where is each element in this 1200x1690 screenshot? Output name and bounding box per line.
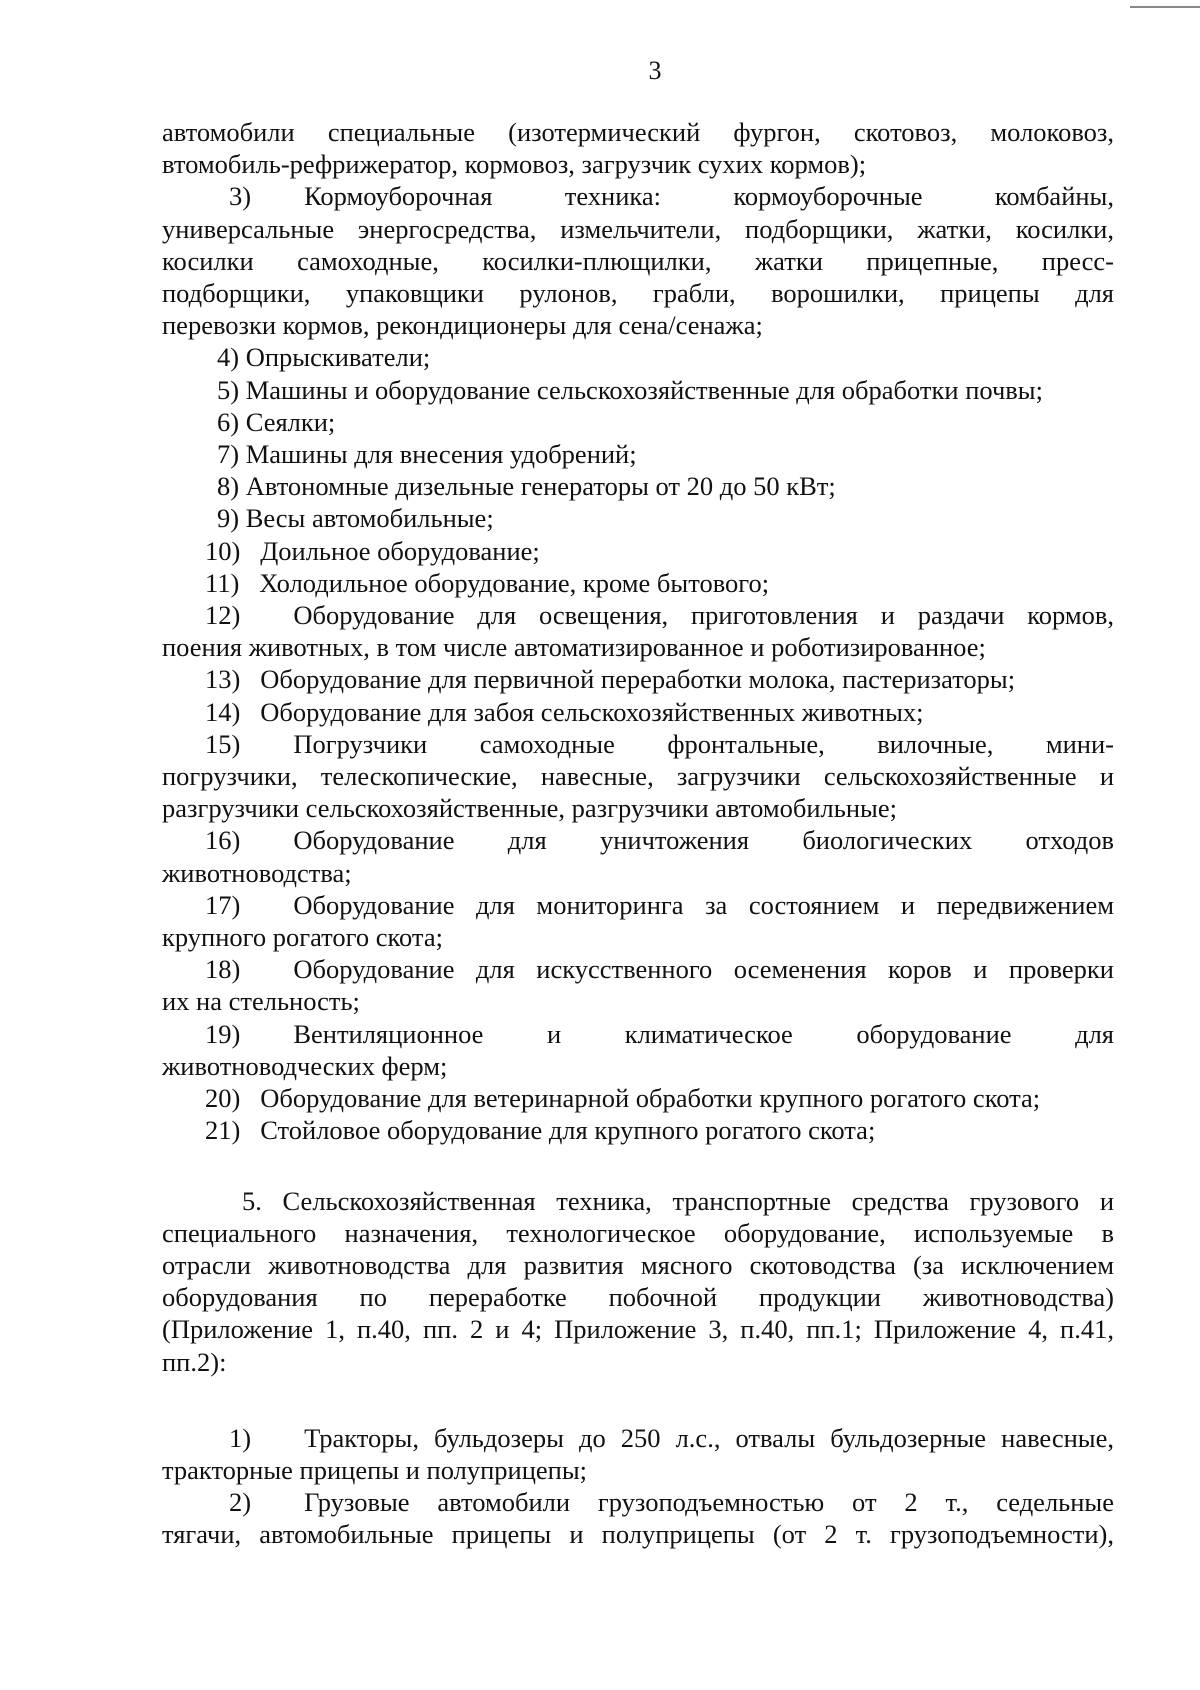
text-line: специального назначения, технологическое оборудование, используемые в <box>162 1217 1114 1248</box>
text-line: втомобиль-рефрижератор, кормовоз, загрузчик сухих кормов); <box>162 149 867 180</box>
list-item-7: 7) Машины для внесения удобрений; <box>217 439 637 470</box>
page-number: 3 <box>648 56 662 85</box>
list-item-9: 9) Весы автомобильные; <box>217 503 494 534</box>
text-line: косилки самоходные, косилки-плющилки, жатки прицепные, пресс- <box>162 245 1114 276</box>
text-line: разгрузчики сельскохозяйственные, разгрузчики автомобильные; <box>162 793 897 824</box>
list-item-11: 11) Холодильное оборудование, кроме бытового; <box>205 567 770 598</box>
list-item-20: 20) Оборудование для ветеринарной обработки крупного рогатого скота; <box>205 1083 1041 1114</box>
text-line: животноводства; <box>162 857 352 888</box>
text-line: погрузчики, телескопические, навесные, загрузчики сельскохозяйственные и <box>162 761 1114 792</box>
text-line: тягачи, автомобильные прицепы и полуприцепы (от 2 т. грузоподъемности), <box>162 1519 1114 1550</box>
text-line: их на стельность; <box>162 986 360 1017</box>
text-line: отрасли животноводства для развития мясного скотоводства (за исключением <box>162 1249 1114 1280</box>
text-line: подборщики, упаковщики рулонов, грабли, ворошилки, прицепы для <box>162 278 1114 309</box>
text-line: оборудования по переработке побочной продукции животноводства) <box>162 1282 1114 1313</box>
list-item-10: 10) Доильное оборудование; <box>205 535 540 566</box>
text-line: перевозки кормов, рекондиционеры для сена/сенажа; <box>162 310 763 341</box>
text-line: (Приложение 1, п.40, пп. 2 и 4; Приложение 3, п.40, пп.1; Приложение 4, п.41, <box>162 1314 1114 1345</box>
text-line: пп.2): <box>162 1346 227 1377</box>
section-5-item-2-line: 2) Грузовые автомобили грузоподъемностью от 2 т., седельные <box>229 1487 1114 1518</box>
text-line: автомобили специальные (изотермический фургон, скотовоз, молоковоз, <box>162 117 1114 147</box>
document-body <box>162 116 1114 1551</box>
text-line: тракторные прицепы и полуприцепы; <box>162 1454 587 1485</box>
list-item-14: 14) Оборудование для забоя сельскохозяйственных животных; <box>205 696 924 727</box>
list-item-4: 4) Опрыскиватели; <box>217 342 431 373</box>
list-item-21: 21) Стойловое оборудование для крупного рогатого скота; <box>205 1115 876 1146</box>
text-line: животноводческих ферм; <box>162 1050 448 1081</box>
section-5-heading-line: 5. Сельскохозяйственная техника, транспортные средства грузового и <box>242 1185 1114 1216</box>
list-item-8: 8) Автономные дизельные генераторы от 20 до 50 кВт; <box>217 471 836 502</box>
list-item-6: 6) Сеялки; <box>217 406 336 437</box>
scan-edge-line <box>1130 6 1200 8</box>
text-line: универсальные энергосредства, измельчители, подборщики, жатки, косилки, <box>162 213 1114 244</box>
list-item-5: 5) Машины и оборудование сельскохозяйственные для обработки почвы; <box>217 374 1043 405</box>
text-line: поения животных, в том числе автоматизированное и роботизированное; <box>162 632 986 663</box>
list-item-15-line: 15) Погрузчики самоходные фронтальные, вилочные, мини- <box>205 728 1114 759</box>
list-item-16-line: 16) Оборудование для уничтожения биологических отходов <box>205 825 1114 856</box>
list-item-3-line: 3) Кормоуборочная техника: кормоуборочные комбайны, <box>229 181 1114 212</box>
list-item-19-line: 19) Вентиляционное и климатическое оборудование для <box>205 1018 1114 1049</box>
text-line: крупного рогатого скота; <box>162 922 443 953</box>
list-item-13: 13) Оборудование для первичной переработки молока, пастеризаторы; <box>205 664 1016 695</box>
list-item-18-line: 18) Оборудование для искусственного осеменения коров и проверки <box>205 954 1114 985</box>
list-item-12-line: 12) Оборудование для освещения, приготовления и раздачи кормов, <box>205 600 1114 631</box>
section-5-item-1-line: 1) Тракторы, бульдозеры до 250 л.с., отвалы бульдозерные навесные, <box>229 1422 1114 1453</box>
list-item-17-line: 17) Оборудование для мониторинга за состоянием и передвижением <box>205 889 1114 920</box>
